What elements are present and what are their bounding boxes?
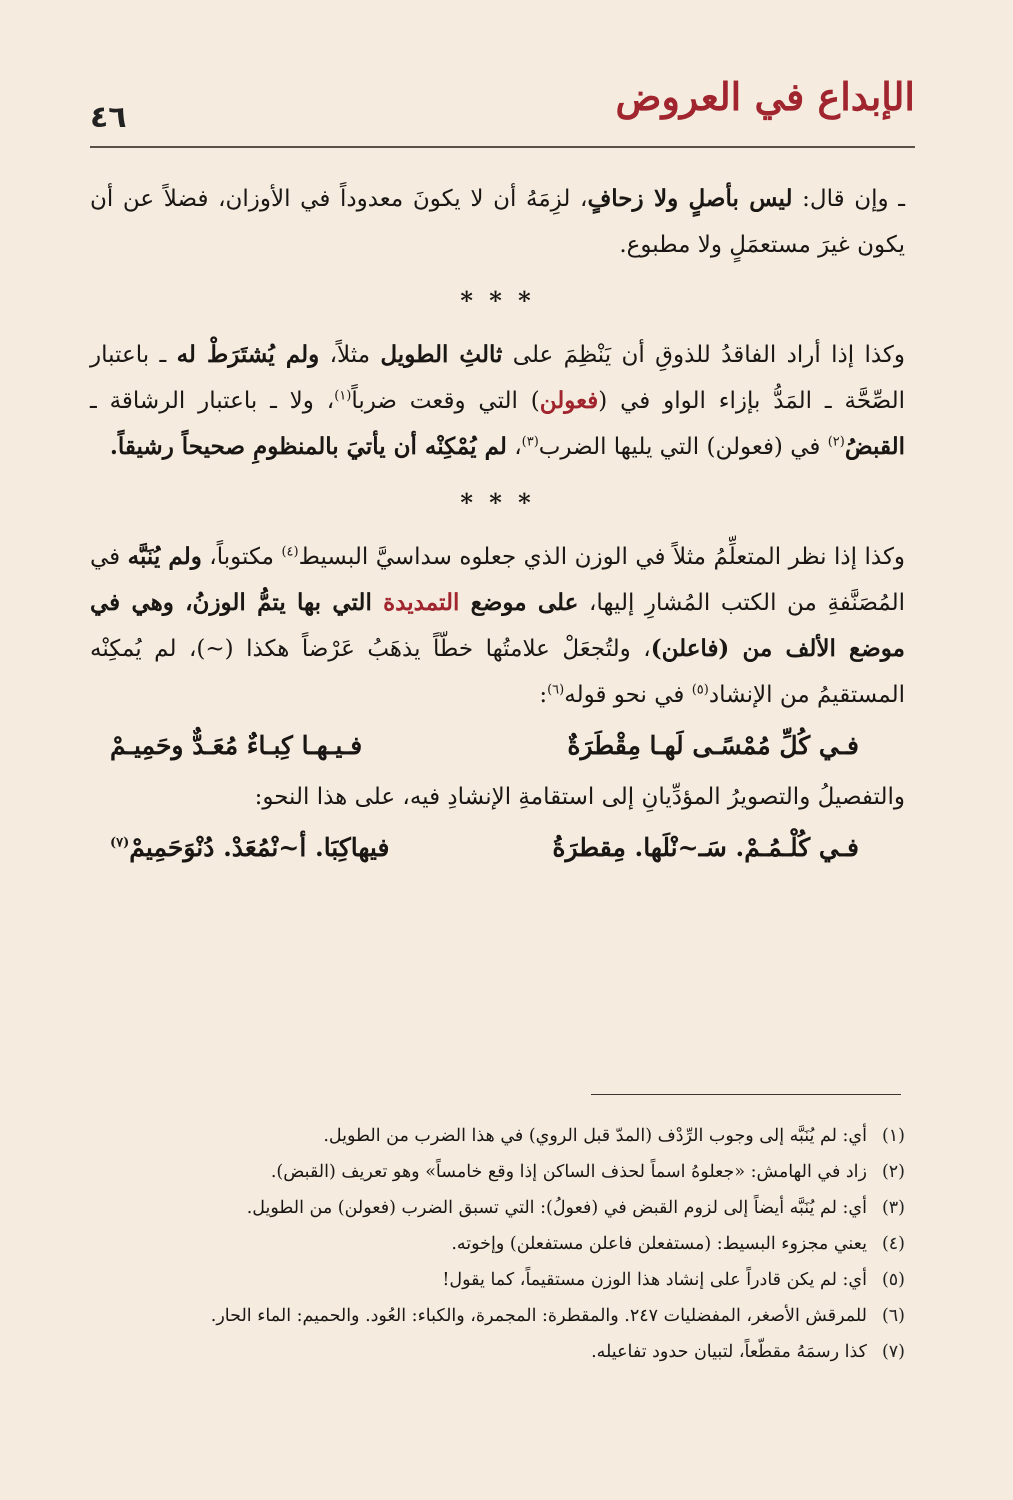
p3-text-d: في المُصَنَّفةِ من الكتب المُشارِ إليها، [90, 544, 905, 616]
footnote-number: (٥) [881, 1270, 905, 1290]
footnote-ref-4[interactable]: (٤) [281, 544, 299, 560]
verse-1-second-hemistich: فـيـهـا كِبـاءٌ مُعَـدٌّ وحَمِيـمْ [110, 731, 363, 760]
p2-text-a: وكذا إذا أراد الفاقدُ للذوقِ أن يَنْظِمَ على [502, 342, 905, 368]
footnote-ref-5[interactable]: (٥) [691, 682, 709, 698]
main-text [90, 176, 905, 876]
footnote-number: (٦) [881, 1306, 905, 1326]
footnote-text: كذا رسمَهُ مقطّعاً، لتبيان حدود تفاعيله. [591, 1342, 867, 1362]
footnote-number: (٣) [881, 1198, 905, 1218]
footnote-text: للمرقش الأصغر، المفضليات ٢٤٧. والمقطرة: المجمرة، والكباء: العُود. والحميم: الماء الحار. [210, 1306, 867, 1326]
p2-text-h: ، ولا ـ باعتبار الرشاقة ـ [90, 388, 335, 414]
footnote-5 [90, 1262, 905, 1298]
p2-bold-term: ثالثِ الطويل [380, 341, 503, 368]
footnote-4 [90, 1226, 905, 1262]
p1-bold-phrase: ليس بأصلٍ ولا زحافٍ [587, 185, 793, 212]
paragraph-2 [90, 332, 905, 470]
footnote-3 [90, 1190, 905, 1226]
section-separator: * * * [460, 488, 535, 517]
header-divider [90, 146, 915, 148]
page-header [90, 70, 915, 150]
p2-text-g: ) التي وقعت ضرباً [351, 388, 540, 414]
footnotes [90, 1118, 905, 1370]
footnote-ref-6[interactable]: (٦) [547, 682, 565, 698]
footnote-text: أي: لم يُنَبَّه أيضاً إلى لزوم القبض في (فعولُ): التي تسبق الضرب (فعولن) من الطويل. [246, 1198, 867, 1218]
verse-line-2 [90, 820, 905, 876]
p3-highlight-word: التمديدة [383, 589, 460, 616]
p3-bold-location: على موضع [459, 589, 579, 616]
footnote-text: زاد في الهامش: «جعلوهُ اسماً لحذف الساكن إذا وقع خامساً» وهو تعريف (القبض). [270, 1162, 867, 1182]
running-title: الإبداع في العروض [615, 74, 915, 119]
p2-text-e: ـ باعتبار الصِّحَّة ـ المَدُّ بإزاء الواو في ( [90, 342, 906, 414]
p2-text-j: في (فعولن) التي يليها الضرب [538, 434, 828, 460]
paragraph-4: والتفصيلُ والتصويرُ المؤدِّيانِ إلى استقامةِ الإنشادِ فيه، على هذا النحو: [254, 784, 905, 810]
verse-line-1 [90, 718, 905, 774]
p2-bold-condition: ولم يُشتَرَطْ له [176, 341, 320, 368]
p3-text-h: ، ولتُجعَلْ علامتُها خطّاً يذهَبُ عَرْضاً هكذا (~)، لم يُمكِنْه المستقيمُ من الإنشاد [90, 636, 905, 708]
footnote-text: يعني مجزوء البسيط: (مستفعلن فاعلن مستفعلن) وإخوته. [451, 1234, 867, 1254]
footnote-number: (٤) [881, 1234, 905, 1254]
p2-text-c: مثلاً، [319, 342, 381, 368]
verse-2-second-hemistich [110, 820, 389, 876]
footnote-text: أي: لم يُنَبَّه إلى وجوب الرِّدْف (المدّ قبل الروي) في هذا الضرب من الطويل. [323, 1126, 867, 1146]
footnote-ref-2[interactable]: (٢) [827, 434, 845, 450]
p2-bold-qabd: القبضُ [844, 433, 905, 460]
footnote-ref-1[interactable]: (١) [334, 388, 352, 404]
footnote-6 [90, 1298, 905, 1334]
p3-bold-completion: التي بها يتمُّ الوزنُ، وهي في موضع الألف من (فاعلن) [90, 589, 905, 662]
footnote-2 [90, 1154, 905, 1190]
footnote-text: أي: لم يكن قادراً على إنشاد هذا الوزن مستقيماً، كما يقول! [442, 1270, 867, 1290]
p2-bold-conclusion: لم يُمْكِنْه أن يأتيَ بالمنظومِ صحيحاً رشيقاً. [109, 433, 507, 460]
footnote-ref-3[interactable]: (٣) [521, 434, 539, 450]
p2-highlight-word: فعولن [539, 387, 599, 414]
p3-text-b: مكتوباً، [201, 544, 282, 570]
footnote-number: (٧) [881, 1342, 905, 1362]
footnote-1 [90, 1118, 905, 1154]
footnote-divider [591, 1094, 901, 1095]
p3-text-a: وكذا إذا نظر المتعلِّمُ مثلاً في الوزن الذي جعلوه سداسيَّ البسيط [298, 544, 905, 570]
footnote-ref-7[interactable]: (٧) [110, 835, 130, 851]
footnote-7 [90, 1334, 905, 1370]
p2-text-k: ، [506, 434, 522, 460]
verse-1-first-hemistich: فـي كُلِّ مُمْسًـى لَهـا مِقْطَرَةٌ [567, 731, 859, 760]
p3-bold-not-noted: ولم يُنَبَّه [127, 543, 202, 570]
p3-text-i: في نحو قوله [564, 682, 692, 708]
verse-2-first-hemistich: فـي كُلْـمُـمْ. سَـ~نْلَها. مِقطرَةُ [552, 833, 859, 862]
page-number: ٤٦ [90, 100, 127, 135]
footnote-number: (٢) [881, 1162, 905, 1182]
p1-text-c: ، لزِمَهُ أن لا يكونَ معدوداً في الأوزان، فضلاً عن أن يكون غيرَ مستعمَلٍ ولا مطبوع. [90, 186, 905, 258]
footnote-number: (١) [881, 1126, 905, 1146]
paragraph-3 [90, 534, 905, 718]
p3-text-j: : [539, 682, 548, 708]
paragraph-1 [90, 176, 905, 268]
section-separator: * * * [460, 286, 535, 315]
p1-text-a: ـ وإن قال: [792, 186, 905, 212]
verse-2-second-text: فيهاكِبَا. أ~نْمُعَدْ. دُنْوَحَمِيمْ [129, 833, 390, 862]
